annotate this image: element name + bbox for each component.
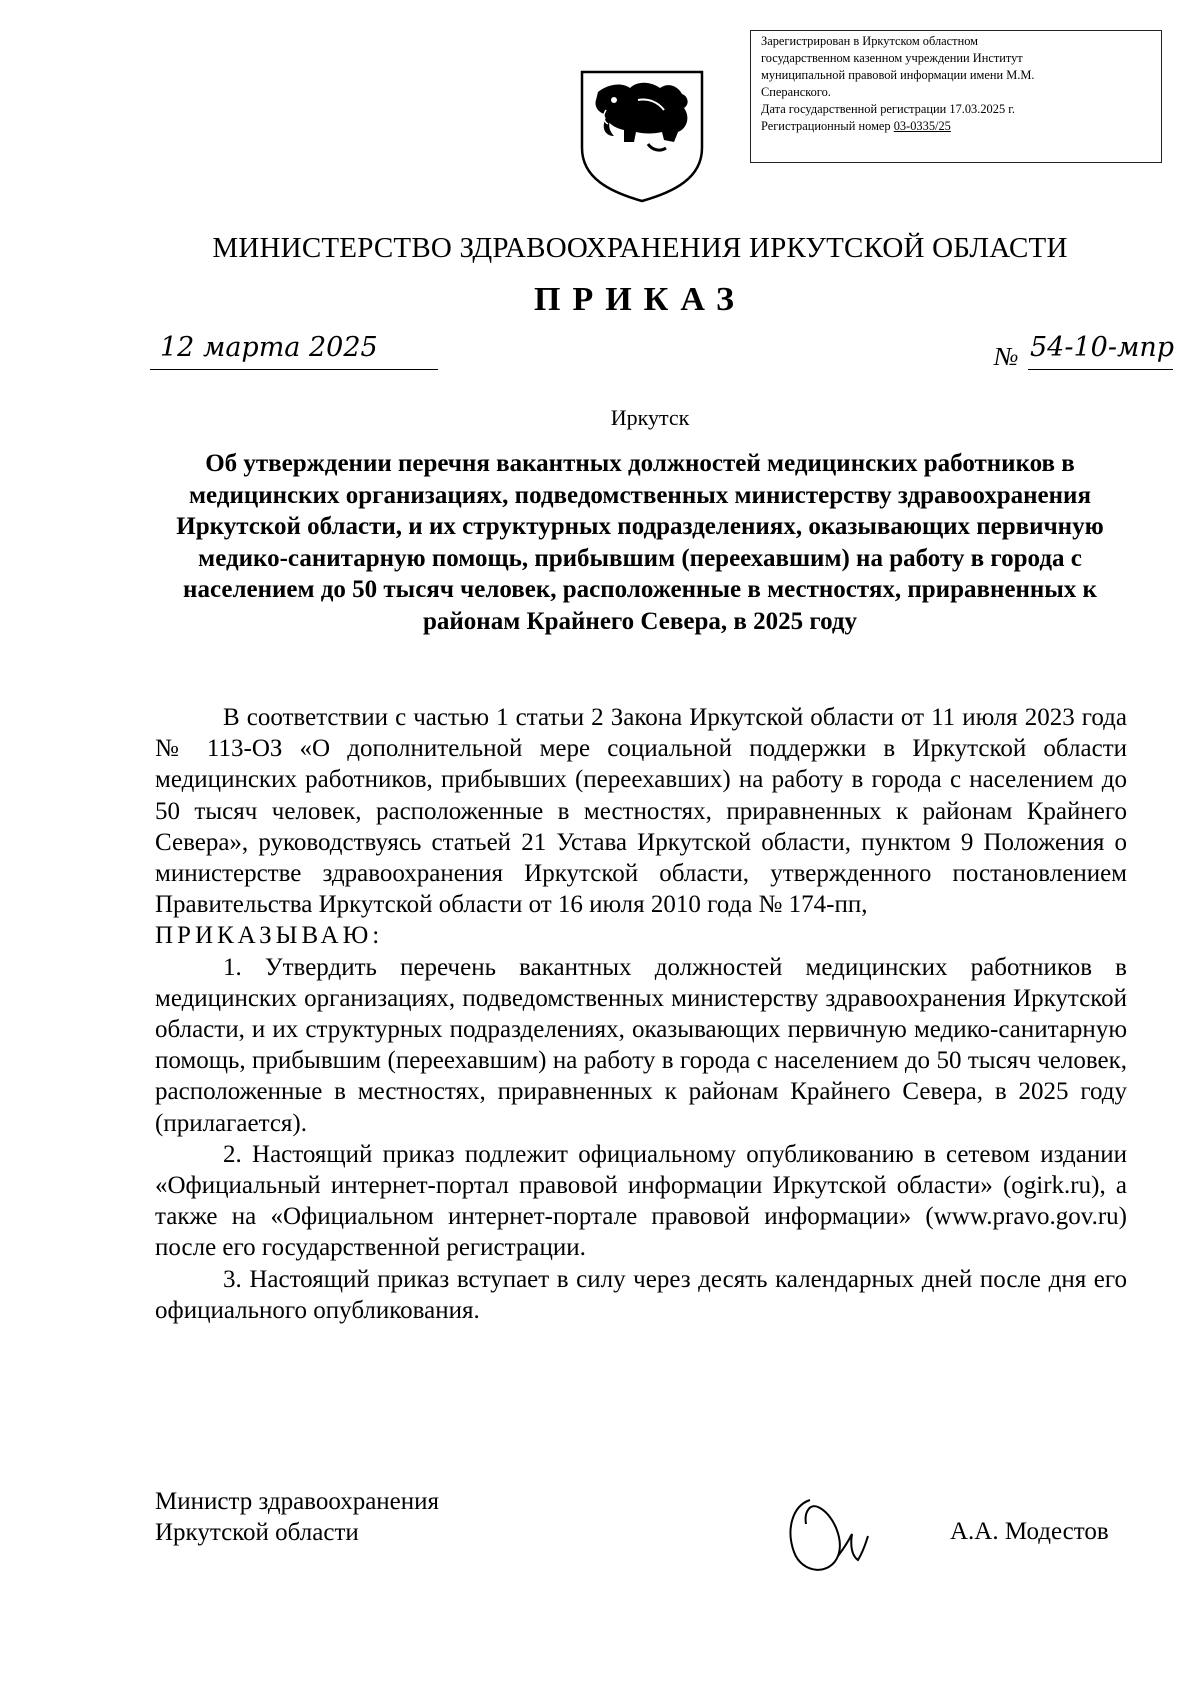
date-underline <box>150 369 438 370</box>
number-sign: № <box>994 342 1019 371</box>
registration-stamp <box>750 30 1162 163</box>
stamp-date-label: Дата государственной регистрации <box>761 102 947 116</box>
document-type: ПРИКАЗ <box>534 281 746 318</box>
signatory-role <box>155 1486 439 1548</box>
order-item-1: 1. Утвердить перечень вакантных должностей медицинских работников в медицинских организациях, подведомственных министерству здравоохранения Иркутской области, и их структурных подразделениях, оказывающих первичную медико-санитарную помощь, прибывшим (переехавшим) на работу в города с населением до 50 тысяч человек, расположенные в местностях, приравненных к районам Крайнего Севера, в 2025 году (прилагается). <box>155 953 1127 1137</box>
stamp-line: Сперанского. <box>761 85 831 99</box>
stamp-line: муниципальной правовой информации имени М.М. <box>761 68 1035 82</box>
city: Иркутск <box>610 405 690 430</box>
signatory-role-line: Министр здравоохранения <box>155 1488 440 1515</box>
stamp-registration-date <box>761 101 1161 118</box>
preamble-paragraph: В соответствии с частью 1 статьи 2 Закона Иркутской области от 11 июля 2023 года № 113-ОЗ «О дополнительной мере социальной поддержки в Иркутской области медицинских работников, прибывших (переехавших) на работу в города с населением до 50 тысяч человек, расположенные в местностях, приравненных к районам Крайнего Севера», руководствуясь статьей 21 Устава Иркутской области, пунктом 9 Положения о министерстве здравоохранения Иркутской области, утвержденного постановлением Правительства Иркутской области от 16 июля 2010 года № 174-пп, <box>155 704 1127 919</box>
stamp-date-value: 17.03.2025 г. <box>949 102 1016 116</box>
coat-of-arms-icon <box>578 70 706 203</box>
handwritten-number: 54-10-мпр <box>1030 332 1175 363</box>
signatory-role-line: Иркутской области <box>155 1519 359 1546</box>
document-body <box>155 702 1127 1326</box>
order-item-2: 2. Настоящий приказ подлежит официальному опубликованию в сетевом издании «Официальный интернет-портал правовой информации Иркутской области» (ogirk.ru), а также на «Официальном интернет-портале правовой информации» (www.pravo.gov.ru) после его государственной регистрации. <box>155 1140 1127 1262</box>
handwritten-date: 12 марта 2025 <box>160 332 378 363</box>
document-title: Об утверждении перечня вакантных должностей медицинских работников в медицинских организациях, подведомственных министерству здравоохранения Иркутской области, и их структурных подразделениях, оказывающих первичную медико-санитарную помощь, прибывшим (переехавшим) на работу в города с населением до 50 тысяч человек, расположенные в местностях, приравненных к районам Крайнего Севера, в 2025 году <box>176 450 1104 635</box>
ministry-name: МИНИСТЕРСТВО ЗДРАВООХРАНЕНИЯ ИРКУТСКОЙ ОБЛАСТИ <box>212 232 1068 264</box>
order-word: ПРИКАЗЫВАЮ: <box>155 922 384 950</box>
handwritten-signature <box>780 1490 890 1580</box>
stamp-reg-value: 03-0335/25 <box>893 119 951 133</box>
stamp-reg-label: Регистрационный номер <box>761 119 891 133</box>
order-item-3: 3. Настоящий приказ вступает в силу через десять календарных дней после дня его официального опубликования. <box>155 1265 1127 1324</box>
stamp-line: государственном казенном учреждении Институт <box>761 51 1023 65</box>
stamp-line: Зарегистрирован в Иркутском областном <box>761 34 979 48</box>
stamp-registration-number <box>761 118 1161 135</box>
signatory-name: А.А. Модестов <box>950 1518 1109 1545</box>
number-underline <box>1028 369 1173 370</box>
